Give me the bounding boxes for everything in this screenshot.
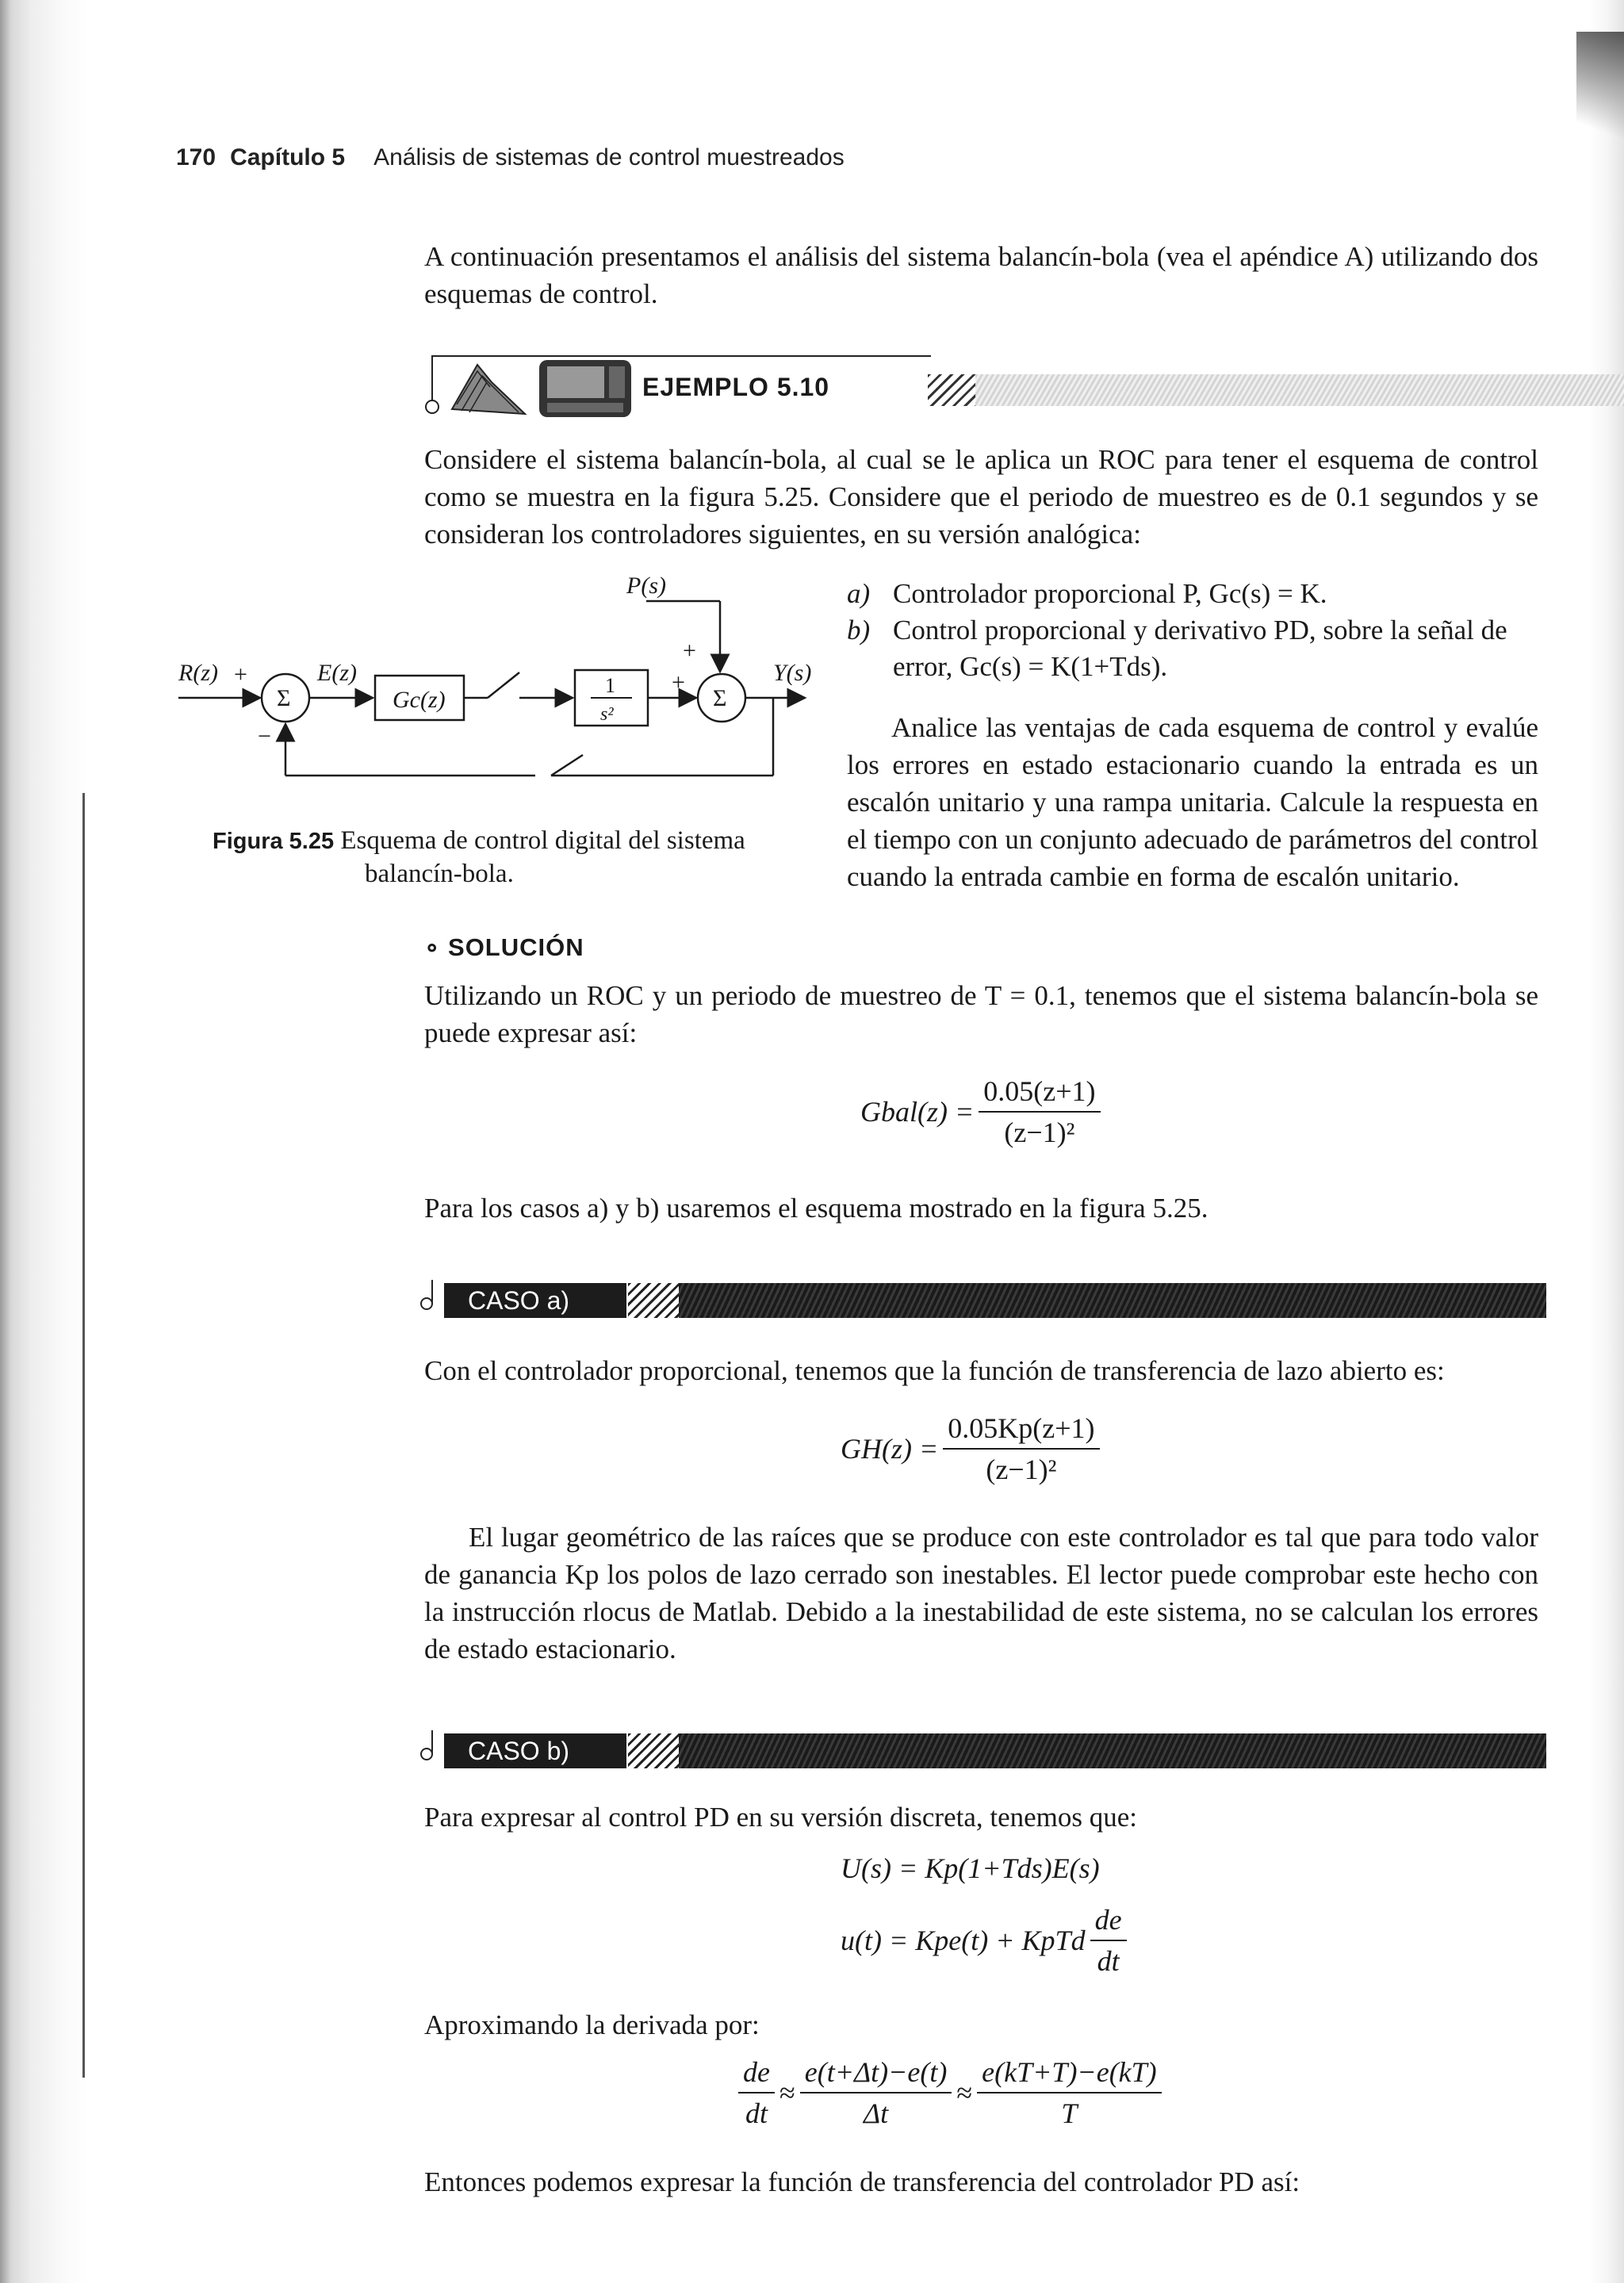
analysis-paragraph: Analice las ventajas de cada esquema de control y evalúe los errores en estado estacionario cuando la entrada es un escalón unitario y una rampa unitaria. Calcule la respuesta en el tiempo con un conjunto adecuado de parámetros del control cuando la entrada cambie en forma de escalón unitario. <box>847 712 1538 892</box>
approx-sign: ≈ <box>956 2077 973 2109</box>
figure-caption-line2: balancín-bola. <box>365 860 514 888</box>
eq-fraction <box>943 1412 1099 1486</box>
plant-numerator: 1 <box>605 674 615 697</box>
cases-paragraph: Para los casos a) y b) usaremos el esquema mostrado en la figura 5.25. <box>424 1193 1208 1224</box>
figure-caption <box>213 825 799 891</box>
solution-intro: Utilizando un ROC y un periodo de muestreo de T = 0.1, tenemos que el sistema balancín-bola se puede expresar así: <box>424 980 1538 1048</box>
approx-sign: ≈ <box>779 2077 795 2109</box>
eq-fraction <box>1090 1903 1127 1978</box>
chapter-title: Análisis de sistemas de control muestreados <box>373 144 845 170</box>
case-b-paragraph-3: Entonces podemos expresar la función de transferencia del controlador PD así: <box>424 2166 1300 2197</box>
controller-label: Gc(z) <box>393 687 446 713</box>
list-text: Control proporcional y derivativo PD, sobre la señal de error, Gc(s) = K(1+Tds). <box>893 615 1507 682</box>
case-a-paragraph-2: El lugar geométrico de las raíces que se produce con este controlador es tal que para todo valor de ganancia Kp los polos de lazo cerrado son inestables. El lector puede comprobar este hecho con la instrucción rlocus de Matlab. Debido a la inestabilidad de este sistema, no se calculan los errores de estado estacionario. <box>424 1522 1538 1664</box>
scan-shadow-right <box>1589 0 1624 2283</box>
banner-rule <box>431 355 931 357</box>
scan-shadow-left <box>0 0 87 2283</box>
plus-sign-top: + <box>683 638 696 664</box>
sum-symbol-1: Σ <box>277 685 291 711</box>
equation-ut <box>841 1903 1132 1978</box>
eq-lhs: GH(z) = <box>841 1433 939 1465</box>
error-label: E(z) <box>317 660 357 686</box>
case-a-label: CASO a) <box>444 1283 626 1318</box>
intro-paragraph: A continuación presentamos el análisis del sistema balancín-bola (vea el apéndice A) utilizando dos esquemas de control. <box>424 241 1538 309</box>
block-diagram <box>170 563 821 817</box>
plant-denominator: s² <box>600 704 614 725</box>
eq-denominator: dt <box>745 2097 768 2129</box>
input-label: R(z) <box>178 660 218 686</box>
computer-icon <box>538 358 633 419</box>
example-title: EJEMPLO 5.10 <box>642 373 830 401</box>
page-corner-curl <box>1576 32 1624 159</box>
banner-hook <box>431 1730 433 1754</box>
case-b-banner <box>420 1727 1546 1775</box>
plus-sign-left: + <box>672 669 685 695</box>
plus-sign-input: + <box>234 661 247 688</box>
equation-derivative <box>733 2055 1166 2130</box>
eq-fraction <box>977 2055 1162 2130</box>
controller-options <box>847 576 1538 685</box>
eq-lhs: Gbal(z) = <box>860 1096 975 1128</box>
equation-gbal <box>860 1074 1105 1149</box>
example-statement: Considere el sistema balancín-bola, al cual se le aplica un ROC para tener el esquema de control como se muestra en la figura 5.25. Considere que el periodo de muestreo es de 0.1 segundos y se consideran los controladores siguientes, en su versión analógica: <box>424 444 1538 550</box>
figure-caption-line1: Esquema de control digital del sistema <box>340 826 745 855</box>
case-b-label: CASO b) <box>444 1733 626 1768</box>
eq-fraction <box>979 1074 1100 1149</box>
page-number: 170 <box>176 144 216 170</box>
banner-stripe <box>679 1733 1546 1768</box>
surface-plot-icon <box>446 358 533 419</box>
disturbance-label: P(s) <box>626 573 666 599</box>
eq-numerator: de <box>1090 1903 1127 1941</box>
case-b-paragraph-2: Aproximando la derivada por: <box>424 2009 760 2040</box>
equation-gh <box>841 1412 1105 1486</box>
eq-fraction <box>738 2055 775 2130</box>
eq-numerator: e(t+Δt)−e(t) <box>800 2055 952 2093</box>
list-marker: a) <box>847 578 871 609</box>
eq-numerator: 0.05(z+1) <box>979 1074 1100 1113</box>
eq-numerator: e(kT+T)−e(kT) <box>977 2055 1162 2093</box>
list-item <box>847 612 1538 685</box>
figure-label: Figura 5.25 <box>213 829 335 854</box>
sampler-switch <box>488 672 519 698</box>
banner-hatch <box>628 1283 679 1318</box>
case-a-banner <box>420 1277 1546 1324</box>
banner-hook <box>431 1280 433 1304</box>
banner-stripe <box>975 374 1624 406</box>
feedback-sampler <box>551 755 583 776</box>
eq-denominator: (z−1)² <box>986 1454 1057 1485</box>
banner-hook <box>431 355 433 401</box>
minus-sign-feedback: − <box>258 723 271 749</box>
eq-denominator: T <box>1061 2097 1078 2129</box>
list-item <box>847 576 1538 612</box>
sum-symbol-2: Σ <box>713 685 727 711</box>
scan-artifact-line <box>82 793 85 2078</box>
eq-numerator: de <box>738 2055 775 2093</box>
chapter-label: Capítulo 5 <box>230 144 346 170</box>
output-label: Y(s) <box>773 660 812 686</box>
eq-fraction <box>800 2055 952 2130</box>
solution-heading: ∘ SOLUCIÓN <box>424 933 584 961</box>
list-marker: b) <box>847 615 871 645</box>
banner-knob <box>425 400 439 414</box>
banner-hatch <box>628 1733 679 1768</box>
eq-denominator: (z−1)² <box>1004 1117 1075 1148</box>
case-b-paragraph-1: Para expresar al control PD en su versión discreta, tenemos que: <box>424 1802 1138 1833</box>
banner-hatch <box>928 374 975 406</box>
example-banner <box>420 355 1546 419</box>
case-a-paragraph-1: Con el controlador proporcional, tenemos que la función de transferencia de lazo abierto es: <box>424 1355 1445 1386</box>
eq-denominator: Δt <box>864 2097 889 2129</box>
list-text: Controlador proporcional P, Gc(s) = K. <box>893 578 1327 609</box>
eq-numerator: 0.05Kp(z+1) <box>943 1412 1099 1450</box>
eq-lhs: u(t) = Kpe(t) + KpTd <box>841 1925 1086 1956</box>
banner-stripe <box>679 1283 1546 1318</box>
equation-us: U(s) = Kp(1+Tds)E(s) <box>841 1852 1100 1884</box>
running-header <box>176 144 845 171</box>
eq-denominator: dt <box>1097 1945 1120 1977</box>
